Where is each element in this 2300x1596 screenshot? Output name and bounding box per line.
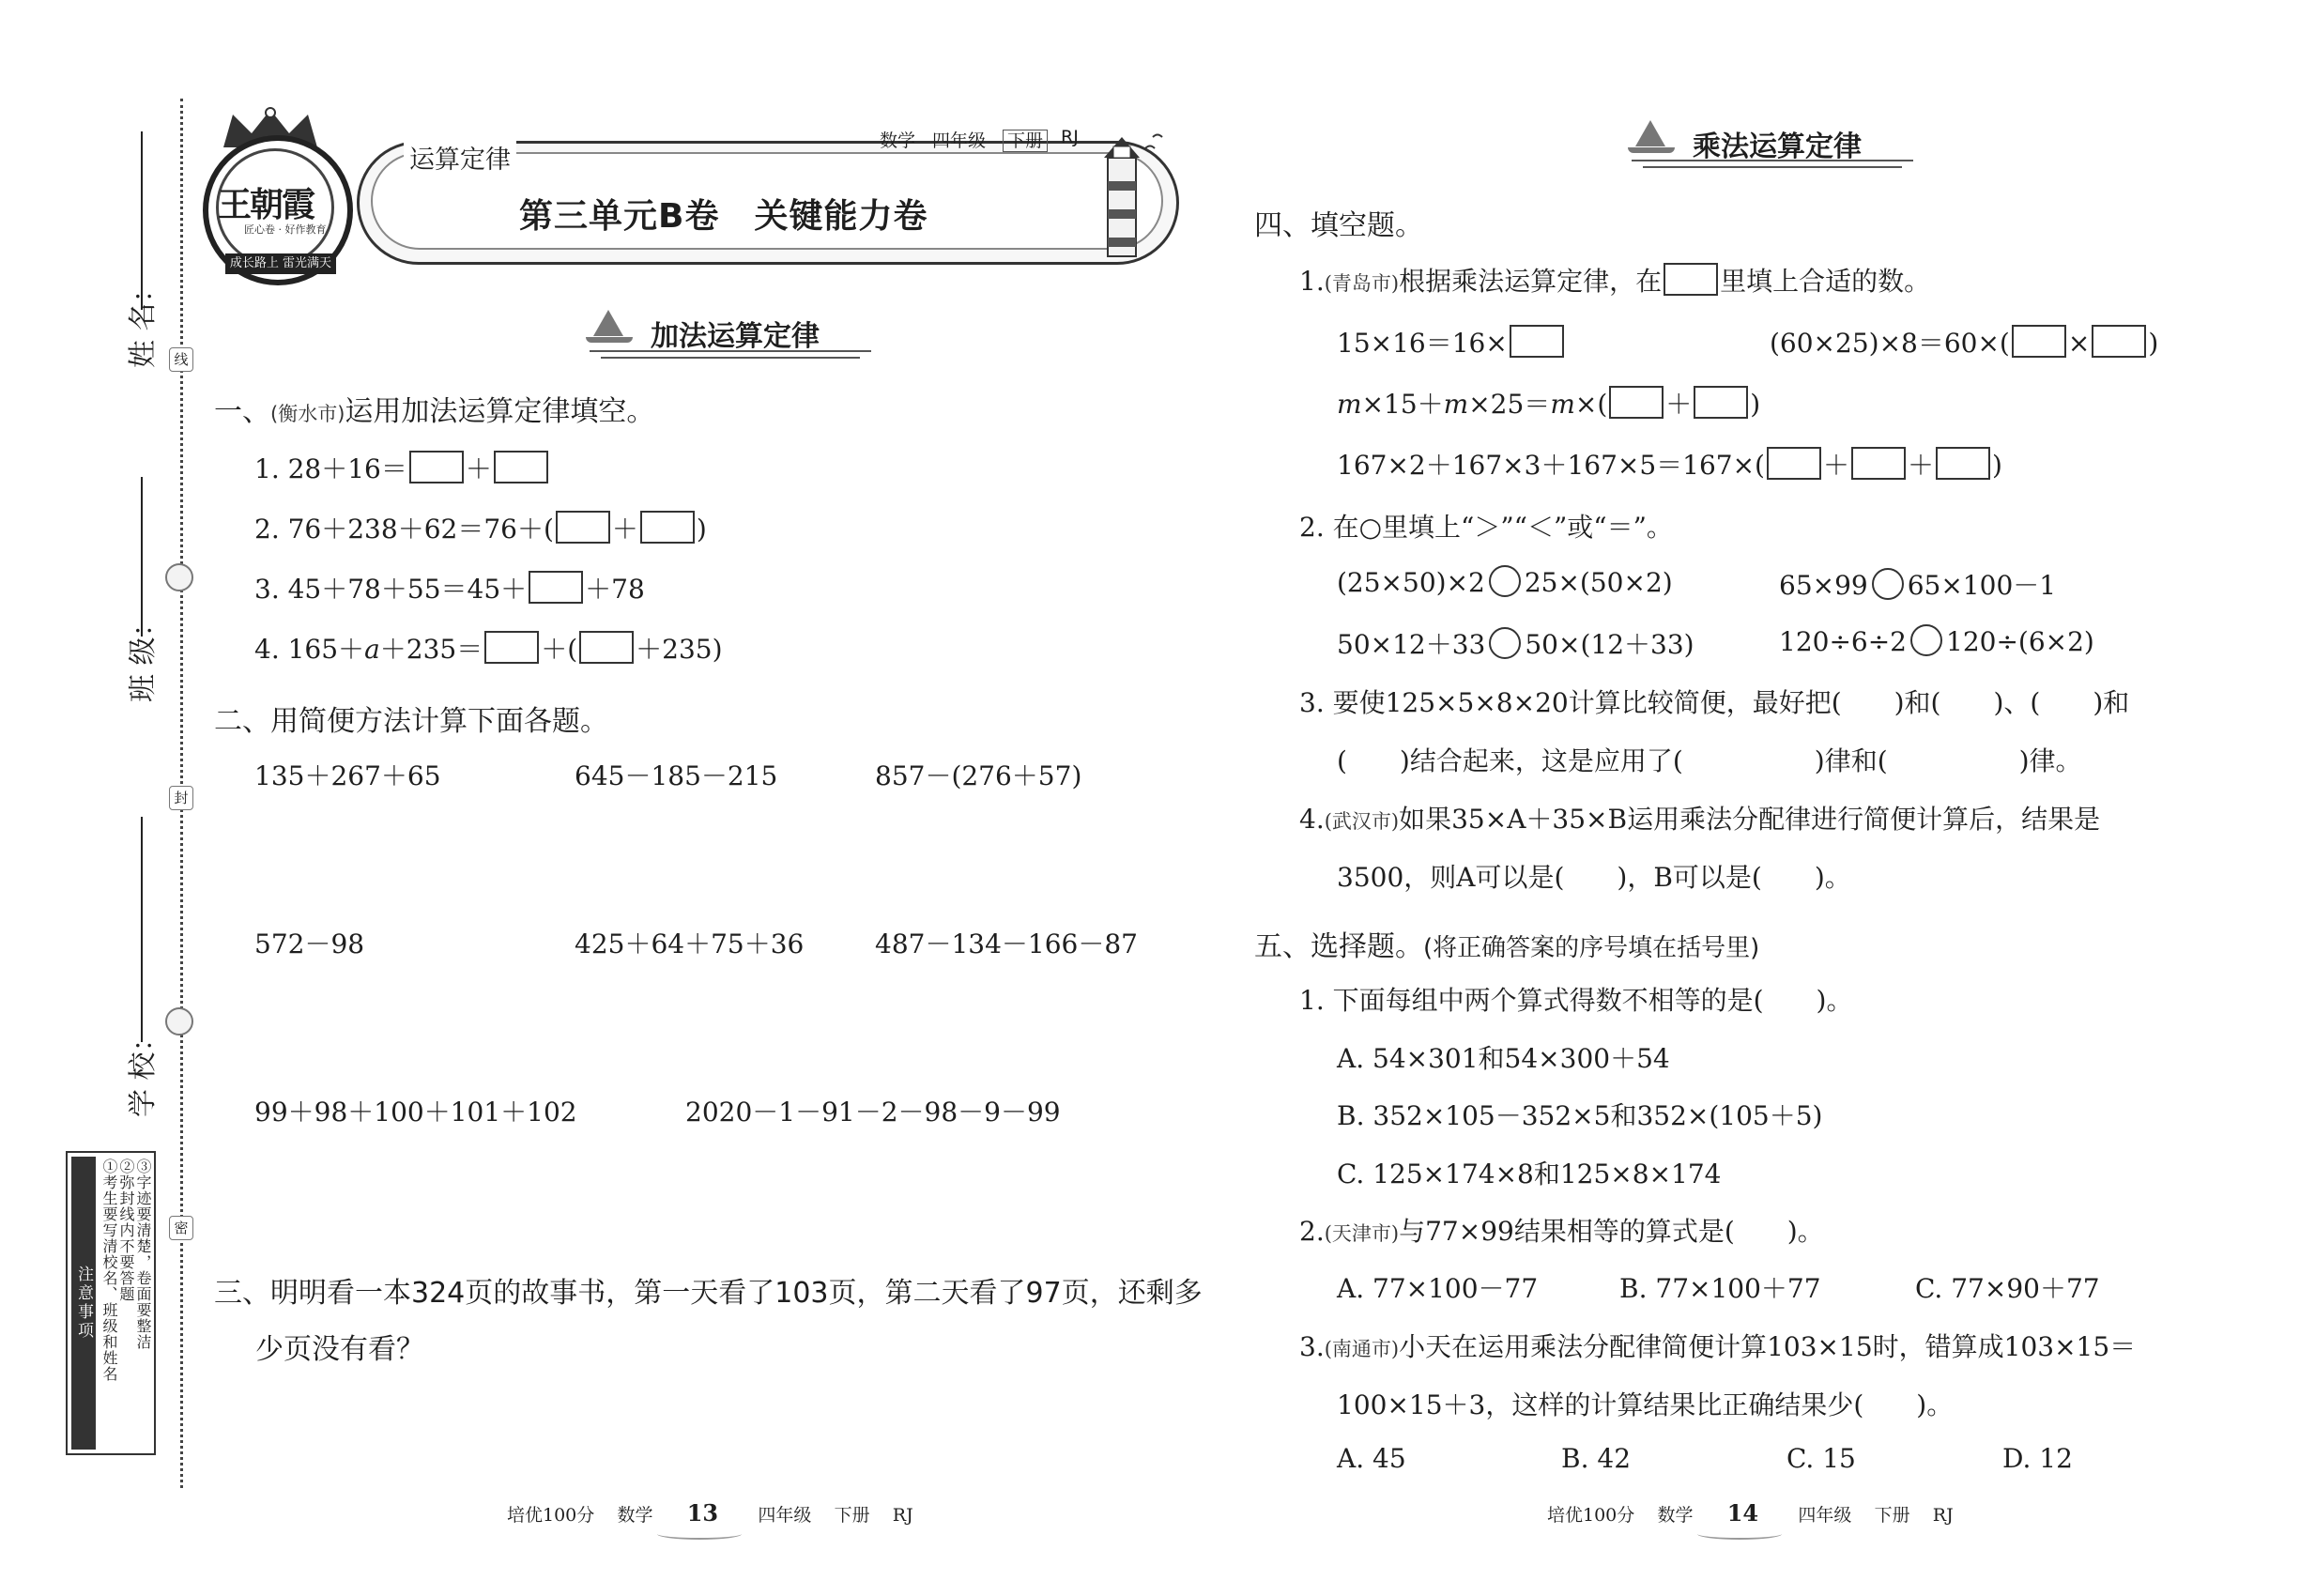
q1-label: 一、 (214, 395, 270, 428)
q1-item-4: 4. 165＋a＋235＝ ＋( ＋235) (254, 629, 723, 667)
q4-item-3-line2: ( )结合起来，这是应用了( )律和( )律。 (1337, 745, 2082, 776)
school-line (141, 817, 143, 1042)
page-number: 13 (686, 1499, 719, 1527)
page-title: 第三单元B卷 关键能力卷 (519, 197, 928, 236)
q1-source: (衡水市) (270, 403, 345, 425)
q5-item-3-line1: 3.(南通市)小天在运用乘法分配律简便计算103×15时，错算成103×15＝ (1299, 1331, 2137, 1362)
logo-ribbon: 成长路上 雷光满天 (225, 253, 336, 274)
name-label: 姓 名： (127, 274, 160, 368)
answer-box[interactable] (2012, 325, 2066, 358)
compare-circle[interactable] (1872, 568, 1904, 600)
choice-option[interactable]: C. 77×90＋77 (1915, 1273, 2100, 1304)
answer-box[interactable] (484, 631, 539, 664)
question-2-heading: 二、用简便方法计算下面各题。 (214, 705, 608, 738)
answer-box[interactable] (1609, 386, 1664, 419)
compare-item: (25×50)×2 25×(50×2) (1337, 567, 1673, 598)
footer-wave (1697, 1528, 1782, 1540)
question-3-line1: 三、明明看一本324页的故事书，第一天看了103页，第二天看了97页，还剩多 (214, 1277, 1203, 1310)
choice-option[interactable]: C. 125×174×8和125×8×174 (1337, 1159, 1722, 1189)
answer-box[interactable] (409, 451, 464, 483)
q5-item-2: 2.(天津市)与77×99结果相等的算式是( )。 (1299, 1216, 1824, 1247)
q4-eq-1: 15×16＝16× (1337, 323, 1566, 361)
choice-option[interactable]: B. 77×100＋77 (1619, 1273, 1821, 1304)
footer-left: 培优100分 数学 13 四年级 下册 RJ (507, 1499, 913, 1527)
compare-circle[interactable] (1489, 627, 1521, 659)
unit-tag: 运算定律 (404, 139, 516, 176)
calc-item: 99＋98＋100＋101＋102 (254, 1097, 577, 1128)
notes-heading: 注意事项 (71, 1157, 96, 1450)
section-underline (1632, 160, 1913, 161)
q4-item-2: 2. 在○里填上“＞”“＜”或“＝”。 (1299, 512, 1673, 543)
compare-item: 65×99 65×100－1 (1779, 570, 2057, 601)
page-number: 14 (1726, 1499, 1759, 1527)
choice-option[interactable]: A. 77×100－77 (1337, 1273, 1539, 1304)
answer-box[interactable] (1510, 325, 1564, 358)
section-underline (1643, 166, 1902, 168)
note-item: ③字迹要清楚，卷面要整洁 (134, 1159, 152, 1350)
answer-box[interactable] (1767, 447, 1821, 480)
note-item: ②弥封线内不要答题 (117, 1159, 135, 1302)
answer-box[interactable] (556, 511, 610, 544)
logo-subtitle: 匠心卷 · 好作教育 (244, 223, 327, 236)
answer-box[interactable] (579, 631, 634, 664)
q1-item-2: 2. 76＋238＋62＝76＋( ＋ ) (254, 509, 707, 546)
section-title-addition: 加法运算定律 (651, 320, 820, 353)
answer-box[interactable] (529, 571, 583, 604)
question-3-line2: 少页没有看？ (255, 1333, 424, 1366)
binding-hole-icon (165, 563, 193, 591)
calc-item: 645－185－215 (575, 760, 778, 791)
lighthouse-icon (1080, 130, 1173, 261)
school-label: 学 校： (127, 1023, 160, 1117)
compare-circle[interactable] (1910, 624, 1942, 656)
sailboat-icon (1635, 120, 1665, 146)
section-underline (601, 357, 860, 359)
sailboat-hull (1628, 147, 1675, 153)
binding-hole-icon (165, 1007, 193, 1036)
q5-item-1: 1. 下面每组中两个算式得数不相等的是( )。 (1299, 985, 1853, 1016)
choice-option[interactable]: A. 45 (1337, 1443, 1406, 1474)
section-underline (590, 350, 871, 352)
note-item: ①考生要写清校名、班级和姓名 (100, 1159, 118, 1382)
class-label: 班 级： (127, 608, 160, 702)
calc-item: 572－98 (254, 928, 365, 959)
calc-item: 487－134－166－87 (875, 928, 1138, 959)
answer-box[interactable] (1694, 386, 1748, 419)
meta-subject: 数学 (880, 130, 916, 151)
answer-box[interactable] (640, 511, 695, 544)
answer-box[interactable] (2092, 325, 2146, 358)
q1-text: 运用加法运算定律填空。 (345, 395, 655, 428)
cut-mark-secret: 密 (169, 1216, 193, 1240)
calc-item: 425＋64＋75＋36 (575, 928, 805, 959)
cut-mark-seal: 封 (169, 786, 193, 810)
q4-eq-4: 167×2＋167×3＋167×5＝167×( ＋ ＋ ) (1337, 445, 2002, 483)
q1-item-1: 1. 28＋16＝ ＋ (254, 449, 550, 486)
q4-item-3-line1: 3. 要使125×5×8×20计算比较简便，最好把( )和( )、( )和 (1299, 687, 2130, 718)
choice-option[interactable]: B. 352×105－352×5和352×(105＋5) (1337, 1100, 1823, 1131)
q4-eq-2: (60×25)×8＝60×( × ) (1770, 323, 2158, 361)
sailboat-icon (593, 310, 623, 336)
q5-item-3-line2: 100×15＋3，这样的计算结果比正确结果少( )。 (1337, 1389, 1954, 1420)
compare-item: 120÷6÷2 120÷(6×2) (1779, 626, 2094, 657)
choice-option[interactable]: C. 15 (1786, 1443, 1856, 1474)
answer-box[interactable] (1936, 447, 1990, 480)
logo-text: 王朝霞 (218, 185, 314, 224)
q4-eq-3: m×15＋m×25＝m×( ＋ ) (1337, 384, 1760, 422)
calc-item: 135＋267＋65 (254, 760, 441, 791)
choice-option[interactable]: A. 54×301和54×300＋54 (1337, 1043, 1670, 1074)
question-4-heading: 四、填空题。 (1254, 209, 1423, 242)
q4-item-1: 1.(青岛市)根据乘法运算定律，在 里填上合适的数。 (1299, 261, 1930, 299)
compare-circle[interactable] (1489, 565, 1521, 597)
q1-item-3: 3. 45＋78＋55＝45＋ ＋78 (254, 569, 645, 606)
question-1-heading (214, 388, 654, 429)
meta-grade: 四年级 (932, 130, 987, 151)
calc-item: 857－(276＋57) (875, 760, 1082, 791)
exam-notes-box (66, 1151, 156, 1455)
meta-edition: RJ (1061, 127, 1079, 147)
calc-item: 2020－1－91－2－98－9－99 (685, 1097, 1061, 1128)
sailboat-hull (586, 337, 633, 343)
meta-term: 下册 (1003, 130, 1048, 152)
cut-mark-line: 线 (169, 347, 193, 372)
section-title-multiplication: 乘法运算定律 (1693, 130, 1862, 163)
footer-wave (657, 1528, 742, 1540)
footer-right: 培优100分 数学 14 四年级 下册 RJ (1547, 1499, 1954, 1527)
q4-item-4-line2: 3500，则A可以是( )，B可以是( )。 (1337, 862, 1851, 893)
answer-box[interactable] (1851, 447, 1906, 480)
question-5-heading: 五、选择题。(将正确答案的序号填在括号里) (1254, 930, 1760, 963)
choice-option[interactable]: D. 12 (2002, 1443, 2073, 1474)
choice-option[interactable]: B. 42 (1561, 1443, 1632, 1474)
example-box (1664, 263, 1718, 296)
q4-item-4-line1: 4.(武汉市)如果35×A＋35×B运用乘法分配律进行简便计算后，结果是 (1299, 804, 2101, 835)
compare-item: 50×12＋33 50×(12＋33) (1337, 629, 1694, 660)
answer-box[interactable] (494, 451, 548, 483)
